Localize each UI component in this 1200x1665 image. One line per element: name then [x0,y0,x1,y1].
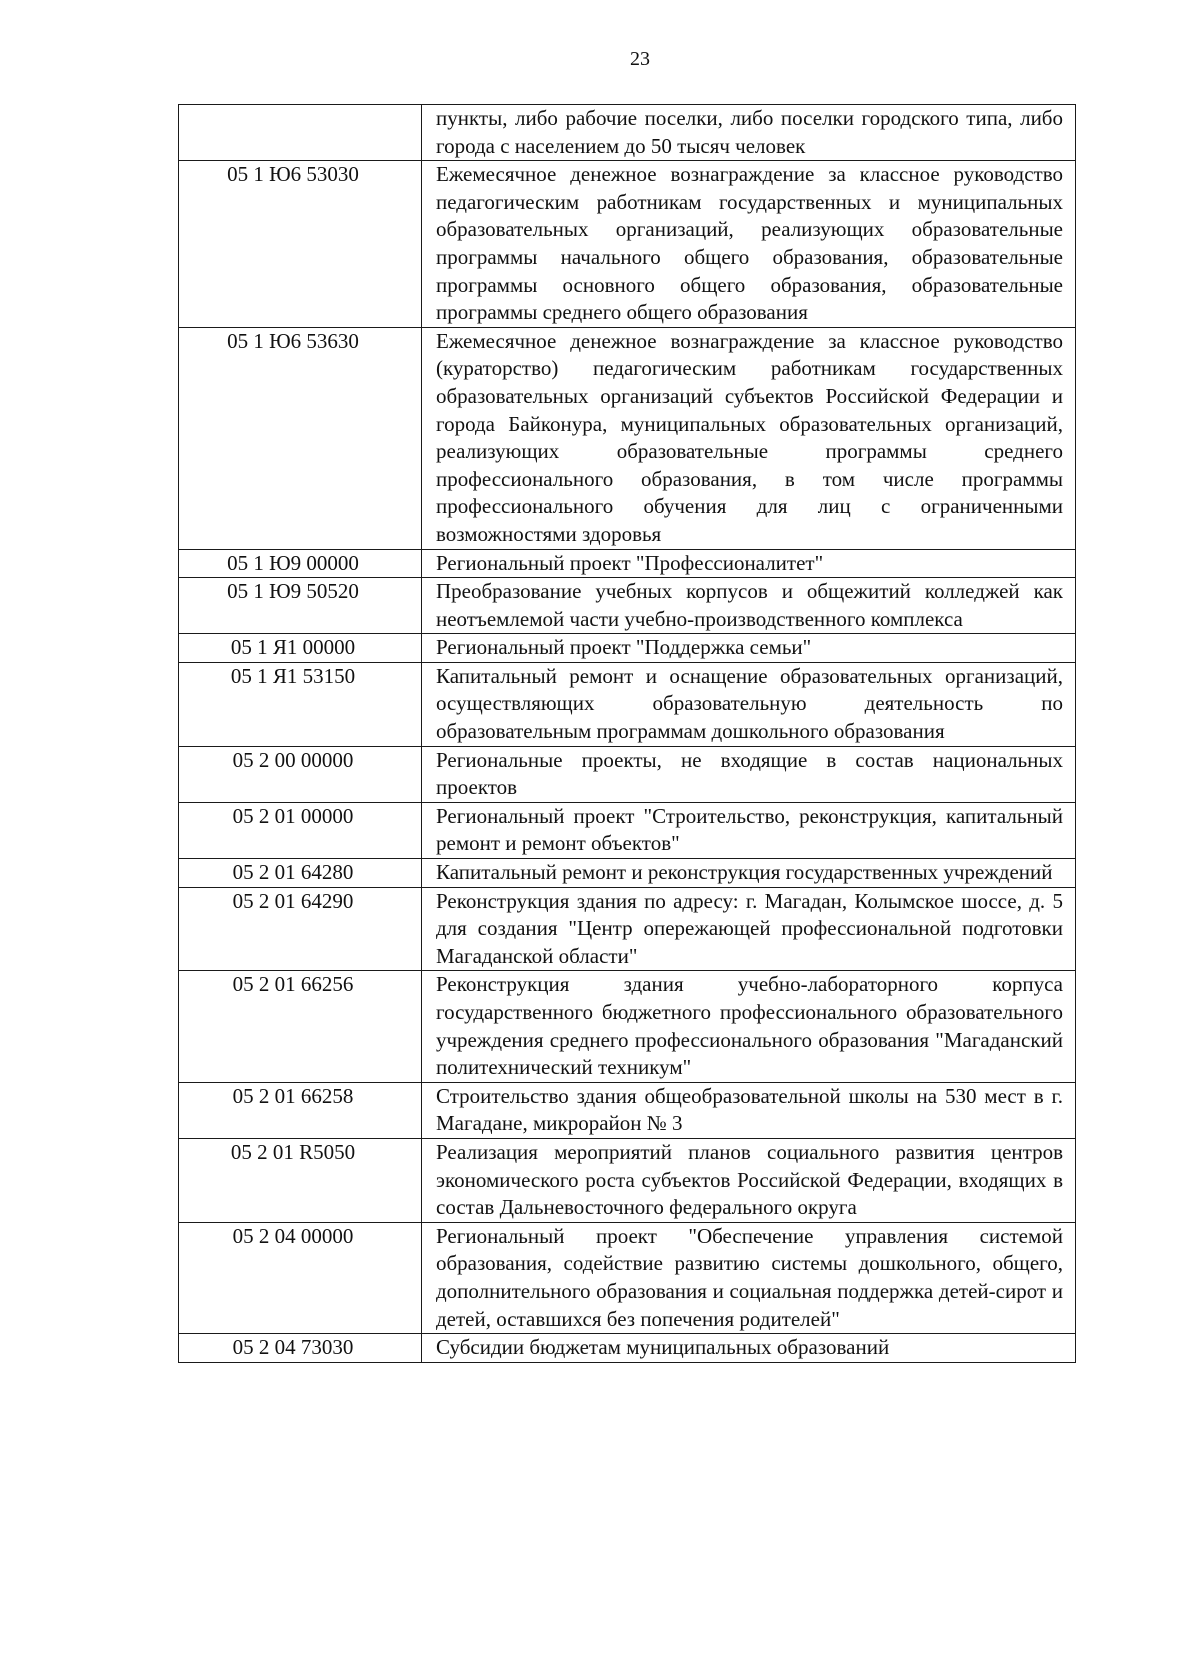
description-cell: Ежемесячное денежное вознаграждение за классное руководство педагогическим работникам государственных и муниципальных образовательных организаций, реализующих образовательные программы начального общего образования, образовательные программы основного общего образования, образовательные программы среднего общего образования [422,161,1076,328]
description-cell: Региональный проект "Строительство, реконструкция, капитальный ремонт и ремонт объектов" [422,802,1076,858]
table-row [179,1138,1076,1222]
code-cell: 05 2 01 64290 [179,887,422,971]
code-cell: 05 1 Я1 00000 [179,634,422,663]
classification-table [178,104,1076,1363]
code-cell: 05 2 01 R5050 [179,1138,422,1222]
table-row [179,105,1076,161]
code-cell [179,105,422,161]
code-cell: 05 2 01 64280 [179,859,422,888]
page-number: 23 [630,48,650,70]
description-cell: Региональный проект "Профессионалитет" [422,549,1076,578]
table-row [179,634,1076,663]
description-cell: Региональные проекты, не входящие в состав национальных проектов [422,746,1076,802]
description-cell: Ежемесячное денежное вознаграждение за классное руководство (кураторство) педагогическим работникам государственных образовательных организаций субъектов Российской Федерации и города Байконура, муниципальных образовательных организаций, реализующих образовательные программы среднего профессионального образования, в том числе программы профессионального обучения для лиц с ограниченными возможностями здоровья [422,327,1076,549]
description-cell: Региональный проект "Обеспечение управления системой образования, содействие развитию системы дошкольного, общего, дополнительного образования и социальная поддержка детей-сирот и детей, оставшихся без попечения родителей" [422,1222,1076,1333]
code-cell: 05 2 00 00000 [179,746,422,802]
description-cell: Преобразование учебных корпусов и общежитий колледжей как неотъемлемой части учебно-производственного комплекса [422,578,1076,634]
description-cell: пункты, либо рабочие поселки, либо поселки городского типа, либо города с населением до 50 тысяч человек [422,105,1076,161]
description-cell: Реконструкция здания учебно-лабораторного корпуса государственного бюджетного профессионального образовательного учреждения среднего профессионального образования "Магаданский политехнический техникум" [422,971,1076,1082]
code-cell: 05 1 Ю9 00000 [179,549,422,578]
description-cell: Строительство здания общеобразовательной школы на 530 мест в г. Магадане, микрорайон № 3 [422,1082,1076,1138]
code-cell: 05 1 Ю6 53030 [179,161,422,328]
table-row [179,161,1076,328]
table-row [179,1222,1076,1333]
code-cell: 05 2 04 73030 [179,1334,422,1363]
description-cell: Субсидии бюджетам муниципальных образований [422,1334,1076,1363]
code-cell: 05 1 Ю9 50520 [179,578,422,634]
description-cell: Капитальный ремонт и оснащение образовательных организаций, осуществляющих образовательную деятельность по образовательным программам дошкольного образования [422,662,1076,746]
description-cell: Реконструкция здания по адресу: г. Магадан, Колымское шоссе, д. 5 для создания "Центр опережающей профессиональной подготовки Магаданской области" [422,887,1076,971]
code-cell: 05 2 01 66256 [179,971,422,1082]
table-row [179,327,1076,549]
table-row [179,802,1076,858]
description-cell: Региональный проект "Поддержка семьи" [422,634,1076,663]
table-row [179,1334,1076,1363]
table-row [179,859,1076,888]
description-cell: Реализация мероприятий планов социального развития центров экономического роста субъектов Российской Федерации, входящих в состав Дальневосточного федерального округа [422,1138,1076,1222]
table-row [179,746,1076,802]
code-cell: 05 1 Ю6 53630 [179,327,422,549]
table-row [179,549,1076,578]
table-row [179,662,1076,746]
description-cell: Капитальный ремонт и реконструкция государственных учреждений [422,859,1076,888]
table-row [179,578,1076,634]
code-cell: 05 2 01 00000 [179,802,422,858]
code-cell: 05 1 Я1 53150 [179,662,422,746]
code-cell: 05 2 04 00000 [179,1222,422,1333]
code-cell: 05 2 01 66258 [179,1082,422,1138]
table-row [179,971,1076,1082]
table-row [179,887,1076,971]
table-row [179,1082,1076,1138]
